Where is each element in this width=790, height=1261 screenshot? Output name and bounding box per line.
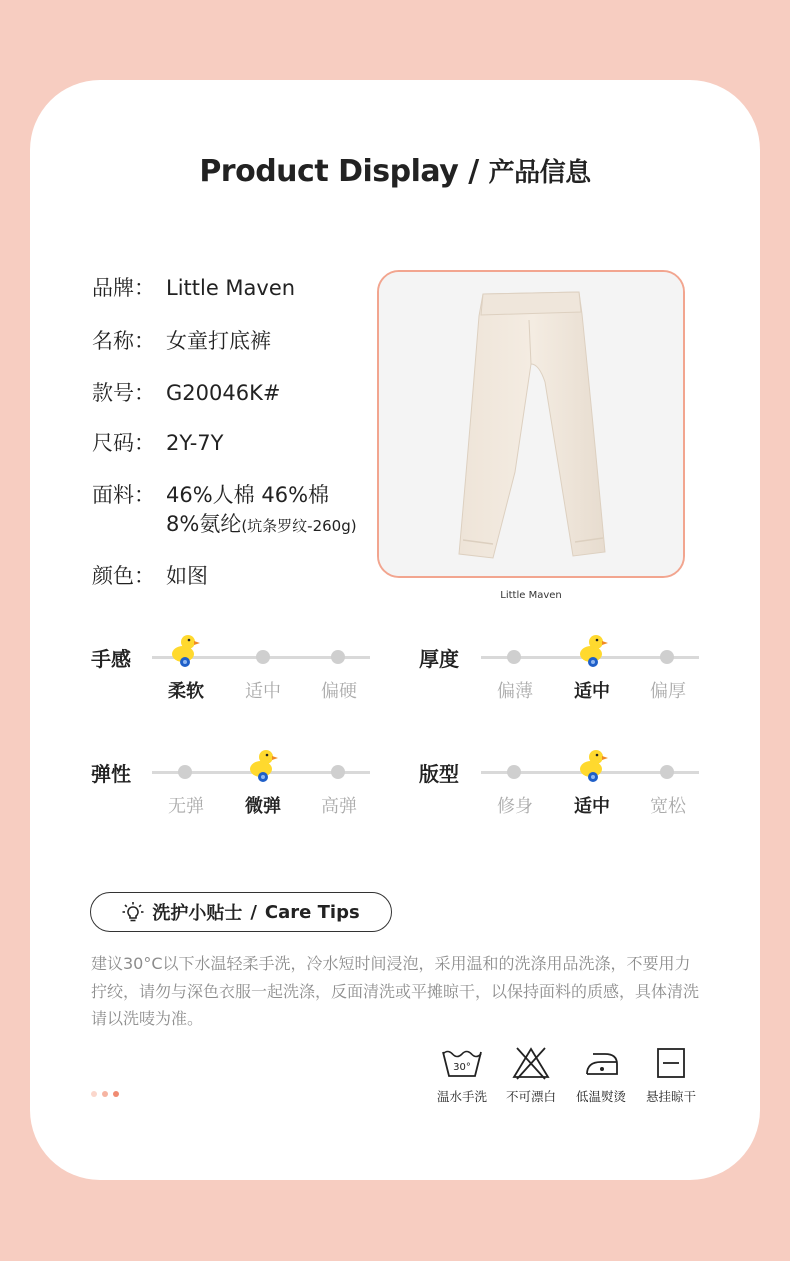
wash-label-hand-wash: 温水手洗 [436,1089,487,1104]
line-dry-icon [649,1046,693,1080]
care-tips-pill [90,892,392,932]
care-pill-sep: / [250,901,257,923]
spec-name-value: 女童打底裤 [166,329,271,353]
wash-label-low-iron: 低温熨烫 [575,1089,626,1104]
rating-dot [660,650,674,664]
spec-size-value: 2Y-7Y [166,431,224,455]
rating-option: 偏硬 [321,681,357,702]
leggings-photo [379,272,683,576]
rating-option-selected: 微弹 [245,796,281,817]
rating-dot [256,650,270,664]
care-instructions: 建议30°C以下水温轻柔手洗，冷水短时间浸泡，采用温和的洗涤用品洗涤，不要用力拧绞，请勿与深色衣服一起洗涤，反面清洗或平摊晾干，以保持面料的质感，具体清洗请以洗唛为准。 [91,954,700,1028]
title-chinese: 产品信息 [488,158,591,188]
spec-style-value: G20046K# [166,381,281,405]
rating-label-thickness: 厚度 [419,647,459,671]
title-english: Product Display [199,154,459,189]
decorative-dots [91,1091,119,1097]
rating-option: 宽松 [650,796,686,817]
rating-option-selected: 柔软 [168,681,204,702]
spec-size-label: 尺码： [92,431,155,455]
product-caption: Little Maven [500,590,562,601]
spec-style [92,379,280,408]
rating-label-elasticity: 弹性 [91,762,131,786]
rating-dot [331,765,345,779]
duck-marker-icon [246,747,280,783]
rating-option: 偏厚 [650,681,686,702]
rating-option: 偏薄 [497,681,533,702]
care-pill-cn: 洗护小贴士 [152,903,243,924]
rating-option: 适中 [245,681,281,702]
rating-label-handfeel: 手感 [91,647,131,671]
spec-fabric-line1: 46%人棉 46%棉 [166,483,330,507]
rating-label-fit: 版型 [419,762,459,786]
spec-name-label: 名称： [92,329,155,353]
hand-wash-30-icon [440,1046,484,1080]
care-pill-en: Care Tips [264,901,360,923]
rating-option: 高弹 [321,796,357,817]
rating-dot [331,650,345,664]
title-separator: / [468,154,479,189]
duck-marker-icon [168,632,202,668]
spec-color-value: 如图 [166,564,208,588]
wash-label-no-bleach: 不可漂白 [505,1089,556,1104]
spec-fabric-label: 面料： [92,483,155,507]
page-title [0,152,790,189]
rating-dot [507,765,521,779]
duck-marker-icon [576,632,610,668]
rating-dot [507,650,521,664]
rating-dot [178,765,192,779]
no-bleach-icon [509,1046,553,1080]
rating-dot [660,765,674,779]
spec-brand-label: 品牌： [92,276,155,300]
wash-label-line-dry: 悬挂晾干 [645,1089,696,1104]
spec-size [92,429,223,458]
rating-option-selected: 适中 [574,681,610,702]
rating-option: 无弹 [168,796,204,817]
spec-brand [92,274,295,303]
spec-brand-value: Little Maven [166,276,296,300]
duck-marker-icon [576,747,610,783]
spec-color [92,562,208,591]
rating-option: 修身 [497,796,533,817]
spec-color-label: 颜色： [92,564,155,588]
wash-temp-label: 30° [453,1062,471,1073]
spec-fabric [92,481,357,541]
lightbulb-icon [122,901,144,923]
spec-fabric-line2: 8%氨纶 [166,512,242,536]
low-iron-icon [579,1046,623,1080]
spec-style-label: 款号： [92,381,155,405]
product-photo [377,270,685,578]
spec-name [92,327,271,356]
rating-option-selected: 适中 [574,796,610,817]
spec-fabric-note: (坑条罗纹-260g) [241,517,357,535]
